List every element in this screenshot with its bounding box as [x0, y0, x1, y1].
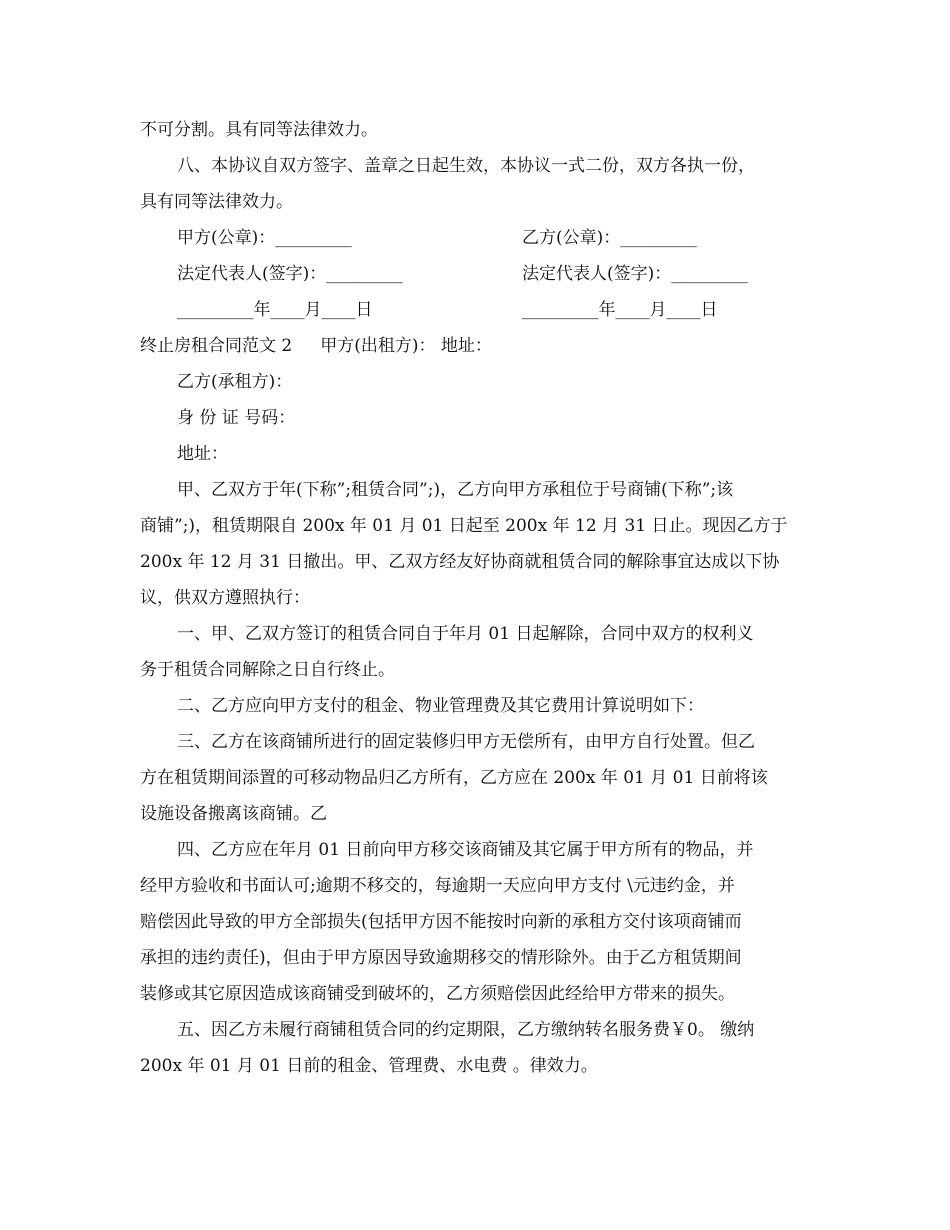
- clause-five-line: 200x 年 01 月 01 日前的租金、管理费、水电费 。律效力。: [140, 1056, 598, 1076]
- id-number-field: 身 份 证 号码：: [177, 408, 296, 428]
- intro-line: 商铺”;)，租赁期限自 200x 年 01 月 01 日起至 200x 年 12 月 31 日止。现因乙方于: [140, 516, 788, 536]
- clause-four-line: 四、乙方应在年月 01 日前向甲方移交该商铺及其它属于甲方所有的物品，并: [177, 840, 754, 860]
- intro-line: 议，供双方遵照执行：: [140, 588, 310, 608]
- clause-one-line: 务于租赁合同解除之日自行终止。: [140, 660, 395, 680]
- clause-two-line: 二、乙方应向甲方支付的租金、物业管理费及其它费用计算说明如下：: [177, 696, 704, 716]
- address-field: 地址：: [177, 444, 228, 464]
- clause-five-line: 五、因乙方未履行商铺租赁合同的约定期限，乙方缴纳转名服务费￥0。 缴纳: [177, 1020, 755, 1040]
- clause-eight-line: 八、本协议自双方签字、盖章之日起生效，本协议一式二份，双方各执一份，: [177, 156, 755, 176]
- intro-line: 200x 年 12 月 31 日撤出。甲、乙双方经友好协商就租赁合同的解除事宜达成以下协: [140, 552, 780, 572]
- party-b-representative: 法定代表人(签字)：_________: [522, 264, 748, 284]
- intro-line: 甲、乙双方于年(下称”;租赁合同”;)，乙方向甲方承租位于号商铺(下称”;该: [177, 480, 734, 500]
- tenant-field: 乙方(承租方)：: [177, 372, 293, 392]
- landlord-field: 甲方(出租方)： 地址：: [320, 336, 492, 356]
- party-a-representative: 法定代表人(签字)：_________: [177, 264, 403, 284]
- clause-three-line: 三、乙方在该商铺所进行的固定装修归甲方无偿所有，由甲方自行处置。但乙: [177, 732, 755, 752]
- section-title: 终止房租合同范文 2: [140, 336, 293, 356]
- clause-four-line: 赔偿因此导致的甲方全部损失(包括甲方因不能按时向新的承租方交付该项商铺而: [140, 912, 742, 932]
- party-b-seal: 乙方(公章)：_________: [522, 228, 697, 248]
- clause-four-line: 装修或其它原因造成该商铺受到破坏的，乙方须赔偿因此经给甲方带来的损失。: [140, 984, 735, 1004]
- party-b-date: _________年____月____日: [522, 300, 718, 320]
- party-a-date: _________年____月____日: [177, 300, 373, 320]
- clause-three-line: 设施设备搬离该商铺。乙: [140, 804, 327, 824]
- signature-row-seal: [140, 220, 815, 256]
- clause-eight-line: 具有同等法律效力。: [140, 192, 293, 212]
- clause-four-line: 经甲方验收和书面认可;逾期不移交的，每逾期一天应向甲方支付 \元违约金，并: [140, 876, 735, 896]
- section-title-line: [140, 328, 815, 364]
- clause-three-line: 方在租赁期间添置的可移动物品归乙方所有，乙方应在 200x 年 01 月 01 日前将该: [140, 768, 768, 788]
- clause-four-line: 承担的违约责任)，但由于甲方原因导致逾期移交的情形除外。由于乙方租赁期间: [140, 948, 742, 968]
- signature-row-date: [140, 292, 815, 328]
- document-page: [140, 112, 815, 1084]
- signature-row-representative: [140, 256, 815, 292]
- paragraph-line: 不可分割。具有同等法律效力。: [140, 120, 378, 140]
- party-a-seal: 甲方(公章)：_________: [177, 228, 352, 248]
- clause-one-line: 一、甲、乙双方签订的租赁合同自于年月 01 日起解除，合同中双方的权利义: [177, 624, 754, 644]
